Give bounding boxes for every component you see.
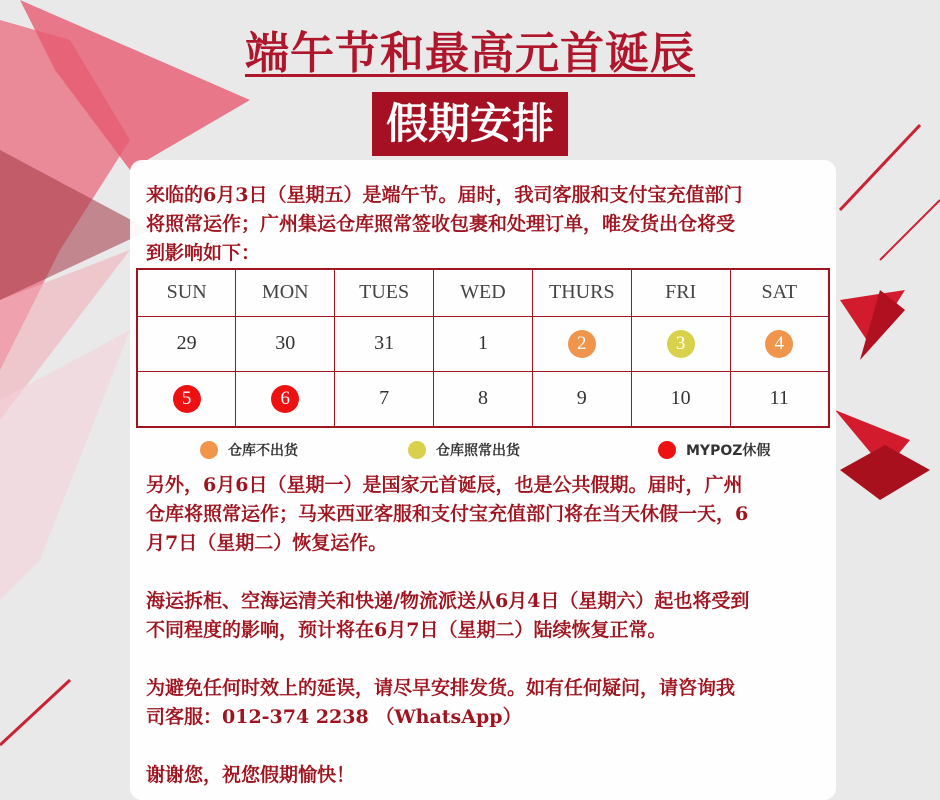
date-cell [137,371,236,427]
yellow-dot-icon [408,441,426,459]
calendar-table [136,268,830,428]
date-cell: 7 [335,371,434,427]
legend-label: 仓库不出货 [228,443,298,459]
date-cell: 30 [236,316,335,371]
holiday-date-marker: 5 [173,385,201,413]
orange-dot-icon [200,441,218,459]
logistics-paragraph: 海运拆柜、空海运清关和快递/物流派送从6月4日（星期六）起也将受到 不同程度的影响，预计将在6月7日（星期二）陆续恢复正常。 [146,590,750,641]
day-header: MON [236,269,335,316]
date-cell: 10 [631,371,730,427]
legend-holiday [658,440,770,460]
date-cell [236,371,335,427]
legend-label: MYPOZ休假 [686,443,771,459]
date-cell: 29 [137,316,236,371]
calendar-legend [200,440,820,464]
day-header: SAT [730,269,829,316]
day-header: SUN [137,269,236,316]
date-cell: 1 [434,316,533,371]
date-cell: 8 [434,371,533,427]
date-cell: 31 [335,316,434,371]
legend-label: 仓库照常出货 [436,443,520,459]
date-cell: 11 [730,371,829,427]
date-cell [532,316,631,371]
day-header: THURS [532,269,631,316]
legend-no-ship [200,440,298,460]
page-title: 端午节和最高元首诞辰 [245,28,695,79]
red-dot-icon [658,441,676,459]
national-day-paragraph: 另外，6月6日（星期一）是国家元首诞辰，也是公共假期。届时，广州 仓库将照常运作；马来西亚客服和支付宝充值部门将在当天休假一天，6 月7日（星期二）恢复运作。 [146,474,749,554]
closing-text: 谢谢您，祝您假期愉快！ [146,764,356,786]
contact-paragraph: 为避免任何时效上的延误，请尽早安排发货。如有任何疑问，请咨询我 司客服：012-374 2238 （WhatsApp） [146,677,736,728]
date-cell: 9 [532,371,631,427]
day-header: WED [434,269,533,316]
holiday-date-marker: 6 [271,385,299,413]
legend-normal-ship [408,440,520,460]
day-header: TUES [335,269,434,316]
normal-ship-date-marker: 3 [667,330,695,358]
page-subtitle: 假期安排 [372,92,568,156]
no-ship-date-marker: 2 [568,330,596,358]
intro-paragraph: 来临的6月3日（星期五）是端午节。届时，我司客服和支付宝充值部门 将照常运作；广州集运仓库照常签收包裹和处理订单，唯发货出仓将受 到影响如下： [146,184,743,264]
date-cell [730,316,829,371]
no-ship-date-marker: 4 [765,330,793,358]
day-header: FRI [631,269,730,316]
date-cell [631,316,730,371]
